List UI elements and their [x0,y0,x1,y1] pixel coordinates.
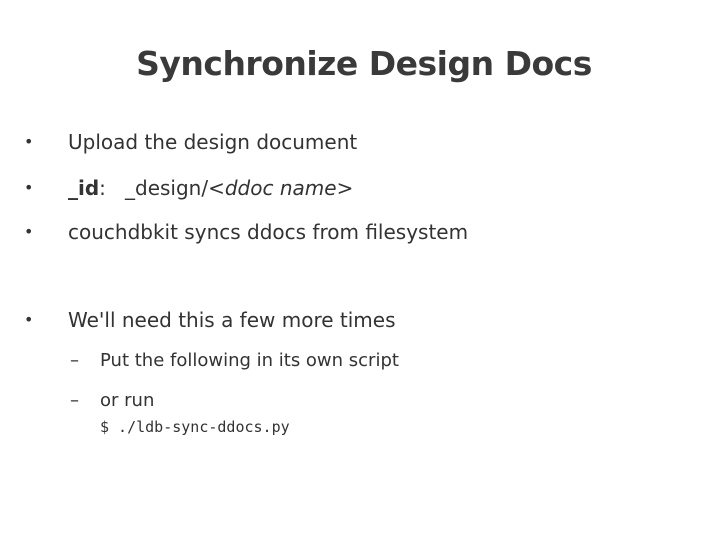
bullet-text: couchdbkit syncs ddocs from filesystem [68,220,469,244]
bullet-icon: • [24,310,34,329]
bullet-icon: • [24,222,34,241]
slide-title: Synchronize Design Docs [136,44,592,83]
id-close: > [336,176,354,200]
bullet-icon: • [24,178,34,197]
bullet-item [24,176,353,200]
bullet-text: Upload the design document [68,130,358,154]
code-command: $ ./ldb-sync-ddocs.py [100,418,290,436]
dash-icon: – [70,390,79,411]
bullet-item [24,308,396,332]
sub-bullet-text: Put the following in its own script [100,350,399,371]
id-open: < [208,176,225,200]
id-separator: : [99,176,106,200]
sub-bullet-item [70,390,154,412]
bullet-item [24,130,357,154]
id-param: ddoc name [224,176,337,200]
sub-bullet-text: or run [100,390,155,411]
id-label: _id [68,176,100,200]
sub-bullet-item [70,350,399,372]
bullet-icon: • [24,132,34,151]
bullet-text [68,176,353,200]
id-prefix: _design/ [125,176,209,200]
bullet-item [24,220,468,244]
bullet-text: We'll need this a few more times [68,308,396,332]
dash-icon: – [70,350,79,371]
